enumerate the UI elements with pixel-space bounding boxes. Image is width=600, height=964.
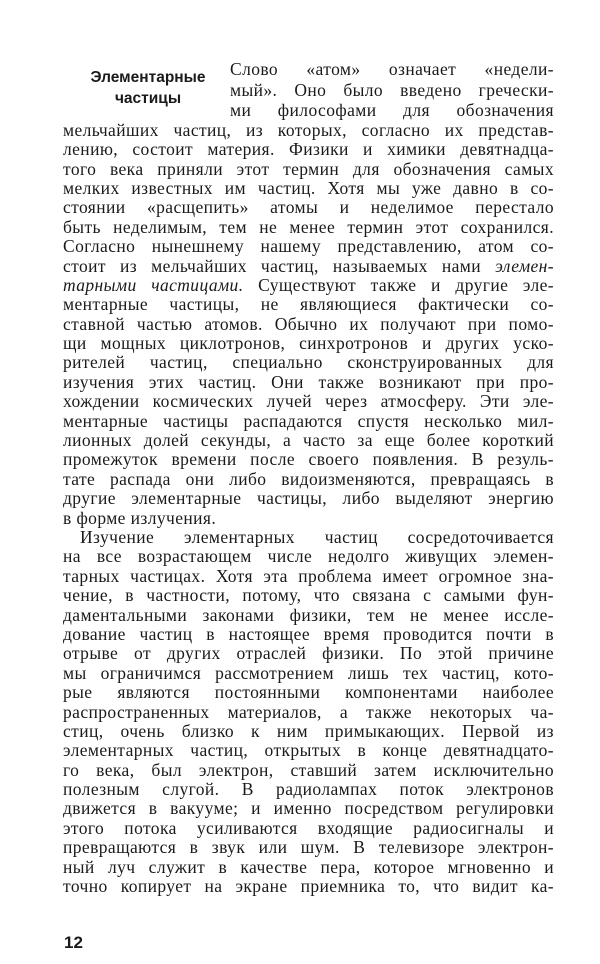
text-line [63,606,554,625]
text-line [63,780,554,799]
text-line [63,838,554,857]
text-line [63,412,554,431]
text-segment: ставной частью атомов. Обычно их получают при помо- [63,314,554,334]
text-segment: тарных частицах. Хотя эта проблема имеет огромное зна- [63,566,554,586]
text-segment: другие элементарные частицы, либо выделяют энергию [63,489,554,509]
text-segment: тате распада они либо видоизменяются, превращаясь в [63,469,554,489]
text-segment: стиц, очень близко к ним примыкающих. Первой из [63,721,554,741]
text-segment: рителей частиц, специально сконструированных для [63,353,554,373]
text-segment: полезным слугой. В радиолампах поток электронов [63,780,554,800]
italic-term: элемен- [495,256,554,276]
text-segment: ментарные частицы распадаются спустя несколько мил- [63,411,554,431]
page-body [63,59,554,896]
text-line [63,470,554,489]
text-line [63,160,554,179]
text-segment: распространенных материалов, а также некоторых ча- [63,702,554,722]
text-segment: хождении космических лучей через атмосферу. Эти эле- [63,392,554,412]
text-segment: быть неделимым, тем не менее термин этот сохранился. [63,217,554,237]
text-segment: изучения этих частиц. Они также возникают при про- [63,372,554,392]
section-heading [73,67,223,109]
text-line [63,353,554,372]
text-line [63,547,554,566]
text-line [63,121,554,140]
text-line [63,431,554,450]
text-segment: элементарных частиц, открытых в конце девятнадцато- [63,741,554,761]
text-segment: чение, в частности, потому, что связана с самыми фун- [63,586,554,606]
text-segment: Изучение элементарных частиц сосредоточивается [80,527,554,547]
text-line [63,179,554,198]
text-segment: мелких известных им частиц. Хотя мы уже давно в со- [63,178,554,198]
text-line [63,586,554,605]
page-number: 12 [64,933,83,952]
text-segment: превращаются в звук или шум. В телевизоре электрон- [63,838,554,858]
text-segment: рые являются постоянными компонентами наиболее [63,683,554,703]
text-line [63,198,554,217]
text-segment: дование частиц в настоящее время проводится почти в [63,624,554,644]
text-line [63,489,554,508]
text-line [63,218,554,237]
text-segment: точно копирует на экране приемника то, что видит ка- [63,877,554,897]
text-segment: отрыве от других отраслей физики. По этой причине [63,644,554,664]
text-line [63,683,554,702]
text-line [230,80,554,101]
text-line [63,140,554,159]
text-segment: в форме излучения. [63,508,217,528]
text-segment: ментарные частицы, не являющиеся фактически со- [63,295,554,315]
text-line [63,819,554,838]
text-line [63,741,554,760]
text-line [63,237,554,256]
text-segment: щи мощных циклотронов, синхротронов и других уско- [63,334,554,354]
text-segment: стоит из мельчайших частиц, называемых нами [63,256,496,276]
text-segment: того века приняли этот термин для обозначения самых [63,159,554,179]
text-segment: Существуют также и другие эле- [243,275,554,295]
text-segment: ный луч служит в качестве пера, которое мгновенно и [63,857,554,877]
text-line [63,315,554,334]
heading-line-1: Элементарные [90,69,206,86]
text-segment: Согласно нынешнему нашему представлению, атом со- [63,237,554,257]
text-segment: движется в вакууме; и именно посредством регулировки [63,799,554,819]
text-line [63,295,554,314]
text-segment: на все возрастающем числе недолго живущих элемен- [63,547,554,567]
text-line [63,567,554,586]
text-line [63,664,554,683]
text-line [63,644,554,663]
text-line [63,858,554,877]
text-segment: мельчайших частиц, из которых, согласно их представ- [63,120,554,140]
text-line [63,625,554,644]
text-segment: этого потока усиливаются входящие радиосигналы и [63,818,554,838]
text-line [63,722,554,741]
text-segment: мый». Оно было введено гречески- [230,79,554,100]
text-line [63,334,554,353]
text-line [63,450,554,469]
text-line [63,761,554,780]
text-segment: го века, был электрон, ставший затем исключительно [63,760,554,780]
text-line [63,509,554,528]
text-line [230,59,554,80]
text-segment: Слово «атом» означает «недели- [230,59,554,79]
text-line [63,373,554,392]
body-text [63,59,554,896]
text-line [63,703,554,722]
text-line [63,528,554,547]
italic-term: тарными частицами. [63,275,244,295]
text-segment: промежуток времени после своего появления. В резуль- [63,450,554,470]
text-line [63,276,554,295]
text-line [63,392,554,411]
text-line [63,799,554,818]
text-segment: даментальными законами физики, тем не менее иссле- [63,605,554,625]
heading-line-2: частицы [114,90,182,107]
text-segment: стоянии «расщепить» атомы и неделимое перестало [63,198,554,218]
text-segment: лению, состоит материя. Физики и химики девятнадца- [63,140,554,160]
text-segment: ми философами для обозначения [230,100,554,121]
text-segment: мы ограничимся рассмотрением лишь тех частиц, кото- [63,663,554,683]
text-line [230,100,554,121]
text-segment: лионных долей секунды, а часто за еще более короткий [63,431,554,451]
text-line [63,877,554,896]
text-line [63,257,554,276]
